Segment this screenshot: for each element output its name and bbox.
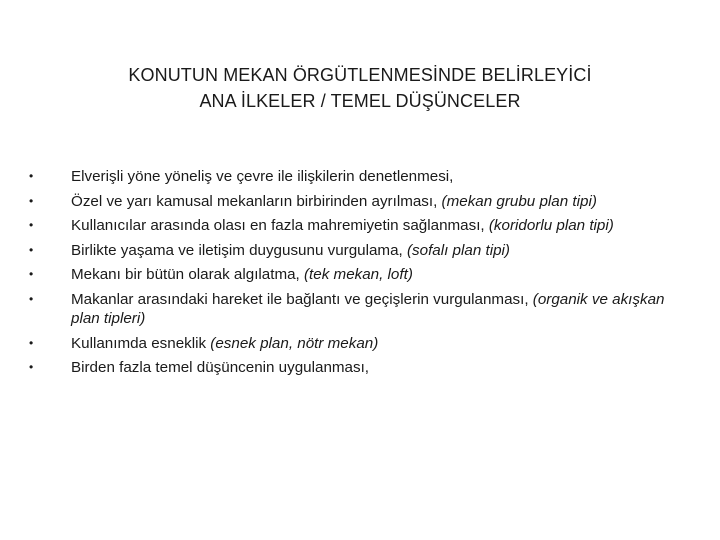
item-text: Kullanıcılar arasında olası en fazla mahremiyetin sağlanması,: [71, 217, 489, 235]
list-item: [29, 265, 679, 284]
item-text: Birlikte yaşama ve iletişim duygusunu vurgulama,: [71, 241, 407, 259]
list-item: [29, 192, 679, 211]
bullet-icon: •: [29, 335, 34, 350]
list-item: [29, 358, 679, 377]
bullet-icon: •: [29, 193, 34, 208]
item-note: (sofalı plan tipi): [406, 241, 510, 259]
title-line-1: KONUTUN MEKAN ÖRGÜTLENMESİNDE BELİRLEYİCİ: [128, 65, 592, 85]
list-item: [29, 290, 679, 328]
list-item: [29, 216, 679, 235]
item-text: Özel ve yarı kamusal mekanların birbirinden ayrılması,: [71, 192, 442, 210]
list-item: [29, 167, 679, 186]
bullet-icon: •: [29, 169, 34, 183]
bullet-icon: •: [29, 218, 34, 233]
list-item: [29, 241, 679, 260]
item-note: (esnek plan, nötr mekan): [210, 334, 379, 352]
item-text: Kullanımda esneklik: [71, 334, 211, 352]
item-text: Birden fazla temel düşüncenin uygulanması,: [71, 359, 370, 377]
bullet-list: [29, 167, 679, 383]
item-text: Mekanı bir bütün olarak algılatma,: [71, 266, 304, 284]
bullet-icon: •: [29, 291, 34, 306]
bullet-icon: •: [29, 360, 34, 375]
title-line-2: ANA İLKELER / TEMEL DÜŞÜNCELER: [199, 91, 521, 111]
item-note: (organik ve akışkan plan tipleri): [71, 290, 665, 327]
slide-title: [60, 62, 660, 114]
item-text: Elverişli yöne yöneliş ve çevre ile ilişkilerin denetlenmesi,: [71, 168, 454, 185]
list-item: [29, 334, 679, 353]
item-note: (tek mekan, loft): [304, 266, 413, 284]
item-text: Makanlar arasındaki hareket ile bağlantı ve geçişlerin vurgulanması,: [71, 290, 533, 308]
bullet-icon: •: [29, 267, 34, 282]
item-note: (koridorlu plan tipi): [488, 217, 614, 235]
bullet-icon: •: [29, 242, 34, 257]
item-note: (mekan grubu plan tipi): [441, 192, 597, 210]
